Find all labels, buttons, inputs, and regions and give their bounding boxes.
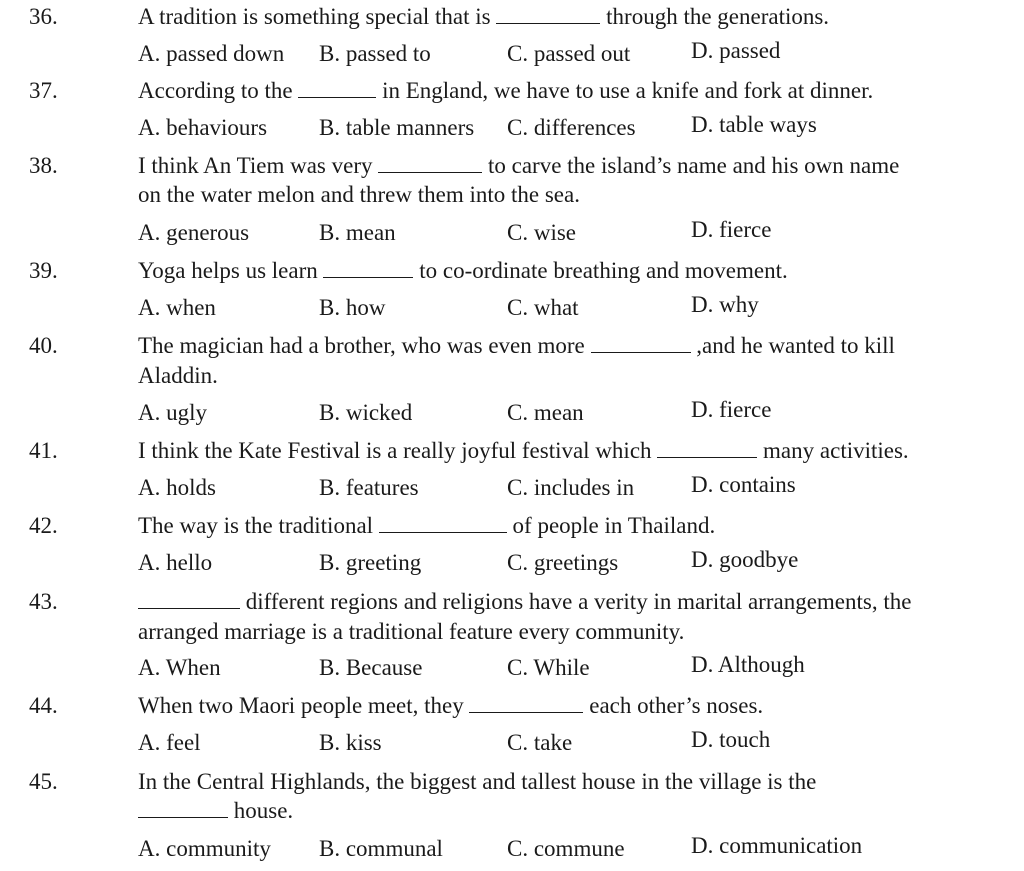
options-row xyxy=(0,728,1024,758)
option-a: A. community xyxy=(138,836,271,861)
option-c: C. what xyxy=(507,295,579,320)
option-d: D. fierce xyxy=(691,217,772,242)
option-b: B. Because xyxy=(319,655,423,680)
option-b: B. features xyxy=(319,475,419,500)
option-d: D. Although xyxy=(691,652,805,677)
option-d: D. passed xyxy=(691,38,781,63)
option-d: D. touch xyxy=(691,727,771,752)
options-row xyxy=(0,293,1024,323)
answer-blank xyxy=(378,152,482,173)
option-c: C. mean xyxy=(507,400,584,425)
option-a: A. holds xyxy=(138,475,216,500)
question-number: 41. xyxy=(29,438,58,463)
option-a: A. When xyxy=(138,655,221,680)
question-text: I think the Kate Festival is a really joyful festival which many activities. xyxy=(138,438,909,463)
question-text-line2: on the water melon and threw them into the sea. xyxy=(138,182,580,207)
answer-blank xyxy=(298,77,376,98)
option-b: B. greeting xyxy=(319,550,422,575)
question-number: 37. xyxy=(29,78,58,103)
option-b: B. communal xyxy=(319,836,443,861)
option-b: B. passed to xyxy=(319,41,431,66)
options-row xyxy=(0,653,1024,683)
option-b: B. table manners xyxy=(319,115,475,140)
question-text: The magician had a brother, who was even more ,and he wanted to kill xyxy=(138,333,895,358)
answer-blank xyxy=(138,588,240,609)
question-text: A tradition is something special that is through the generations. xyxy=(138,4,830,29)
option-a: A. hello xyxy=(138,550,213,575)
answer-blank xyxy=(138,797,228,818)
option-b: B. mean xyxy=(319,220,396,245)
question-number: 45. xyxy=(29,769,58,794)
question-text-line2: arranged marriage is a traditional feature every community. xyxy=(138,619,685,644)
answer-blank xyxy=(323,257,413,278)
question-number: 38. xyxy=(29,153,58,178)
options-row xyxy=(0,39,1024,69)
question-text: Yoga helps us learn to co-ordinate breathing and movement. xyxy=(138,258,788,283)
option-c: C. includes in xyxy=(507,475,635,500)
option-a: A. ugly xyxy=(138,400,207,425)
question-text: The way is the traditional of people in Thailand. xyxy=(138,513,716,538)
option-b: B. how xyxy=(319,295,386,320)
answer-blank xyxy=(591,332,691,353)
option-a: A. generous xyxy=(138,220,250,245)
option-c: C. passed out xyxy=(507,41,631,66)
option-d: D. contains xyxy=(691,472,796,497)
options-row xyxy=(0,398,1024,428)
answer-blank xyxy=(379,512,507,533)
option-c: C. wise xyxy=(507,220,576,245)
option-b: B. kiss xyxy=(319,730,382,755)
option-c: C. While xyxy=(507,655,590,680)
options-row xyxy=(0,473,1024,503)
question-text: different regions and religions have a verity in marital arrangements, the xyxy=(138,587,1008,617)
option-a: A. when xyxy=(138,295,216,320)
options-row xyxy=(0,113,1024,143)
option-b: B. wicked xyxy=(319,400,413,425)
option-c: C. differences xyxy=(507,115,636,140)
options-row xyxy=(0,218,1024,248)
option-d: D. why xyxy=(691,292,759,317)
option-a: A. feel xyxy=(138,730,201,755)
question-text: I think An Tiem was very to carve the island’s name and his own name xyxy=(138,153,900,178)
options-row xyxy=(0,834,1024,864)
question-number: 40. xyxy=(29,333,58,358)
option-c: C. take xyxy=(507,730,573,755)
option-d: D. communication xyxy=(691,833,863,858)
option-c: C. greetings xyxy=(507,550,619,575)
answer-blank xyxy=(469,692,583,713)
option-a: A. behaviours xyxy=(138,115,268,140)
question-text-line2: Aladdin. xyxy=(138,363,218,388)
option-d: D. fierce xyxy=(691,397,772,422)
option-d: D. table ways xyxy=(691,112,817,137)
question-number: 36. xyxy=(29,4,58,29)
answer-blank xyxy=(496,3,600,24)
question-text-line2: house. xyxy=(138,796,1008,826)
question-number: 43. xyxy=(29,589,58,614)
answer-blank xyxy=(657,437,757,458)
question-text: In the Central Highlands, the biggest and tallest house in the village is the xyxy=(138,769,817,794)
option-a: A. passed down xyxy=(138,41,285,66)
option-c: C. commune xyxy=(507,836,625,861)
question-text: According to the in England, we have to use a knife and fork at dinner. xyxy=(138,78,874,103)
option-d: D. goodbye xyxy=(691,547,799,572)
question-text: When two Maori people meet, they each other’s noses. xyxy=(138,693,764,718)
question-number: 44. xyxy=(29,693,58,718)
question-number: 42. xyxy=(29,513,58,538)
options-row xyxy=(0,548,1024,578)
question-number: 39. xyxy=(29,258,58,283)
